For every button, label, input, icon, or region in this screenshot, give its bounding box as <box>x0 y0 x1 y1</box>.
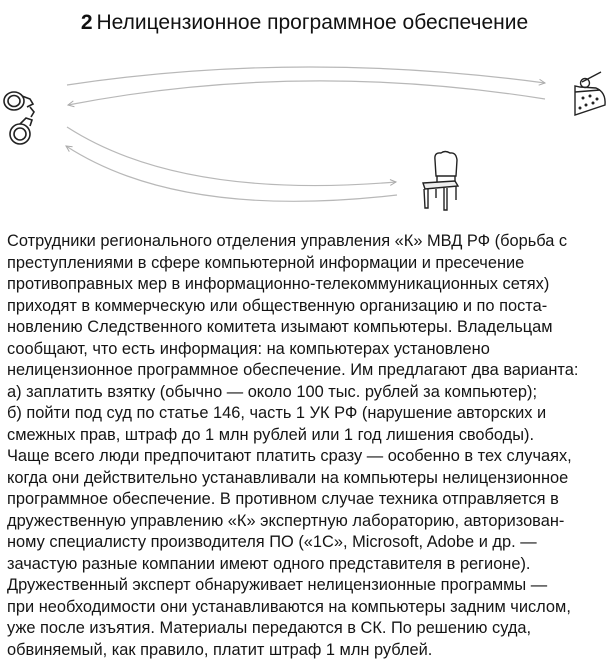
page-title <box>0 9 609 37</box>
section-title: Нелицензионное программное обеспечение <box>97 11 529 34</box>
body-line: уже после изъятия. Материалы передаются в СК. По решению суда, <box>7 618 607 640</box>
arrow-cake-to-handcuffs <box>68 81 545 105</box>
body-line: новлению Следственного комитета изымают компьютеры. Владельцам <box>7 317 607 339</box>
flow-illustration <box>0 50 609 225</box>
body-line: Сотрудники регионального отделения управления «К» МВД РФ (борьба с <box>7 231 607 253</box>
body-line: преступлениями в сфере компьютерной информации и пресечение <box>7 253 607 275</box>
body-line: Дружественный эксперт обнаруживает нелицензионные программы — <box>7 575 607 597</box>
body-line: а) заплатить взятку (обычно — около 100 тыс. рублей за компьютер); <box>7 382 607 404</box>
handcuffs-icon <box>4 92 34 144</box>
body-line: ному специалисту производителя ПО («1С», Microsoft, Adobe и др. — <box>7 532 607 554</box>
chair-icon <box>423 152 458 211</box>
body-line: б) пойти под суд по статье 146, часть 1 УК РФ (нарушение авторских и <box>7 403 607 425</box>
body-line: приходят в коммерческую или общественную организацию и по поста- <box>7 296 607 318</box>
body-line: Чаще всего люди предпочитают платить сразу — особенно в тех случаях, <box>7 446 607 468</box>
body-line: программное обеспечение. В противном случае техника отправляется в <box>7 489 607 511</box>
arrow-handcuffs-to-cake <box>67 67 545 85</box>
body-line: когда они действительно устанавливали на компьютеры нелицензионное <box>7 468 607 490</box>
section-number: 2 <box>81 11 93 34</box>
body-line: при необходимости они устанавливаются на компьютеры задним числом, <box>7 597 607 619</box>
arrow-chair-to-handcuffs <box>66 146 397 201</box>
body-line: дружественную управлению «К» экспертную лабораторию, авторизован- <box>7 511 607 533</box>
flow-arrows <box>66 67 545 201</box>
article-body <box>7 231 607 661</box>
arrow-handcuffs-to-chair <box>67 127 396 186</box>
body-line: обвиняемый, как правило, платит штраф 1 млн рублей. <box>7 640 607 661</box>
body-line: противоправных мер в информационно-телекоммуникационных сетях) <box>7 274 607 296</box>
body-line: смежных прав, штраф до 1 млн рублей или 1 год лишения свободы). <box>7 425 607 447</box>
body-line: нелицензионное программное обеспечение. Им предлагают два варианта: <box>7 360 607 382</box>
body-line: зачастую разные компании имеют одного представителя в регионе). <box>7 554 607 576</box>
body-line: сообщают, что есть информация: на компьютерах установлено <box>7 339 607 361</box>
cake-icon <box>575 72 605 115</box>
